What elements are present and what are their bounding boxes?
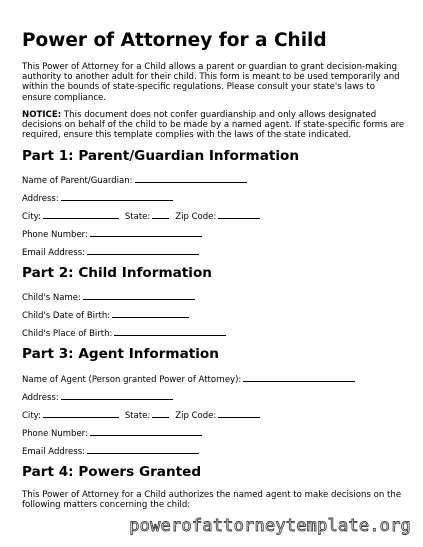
parent-phone-label: Phone Number: [22,230,88,240]
child-dob-field [22,309,189,321]
watermark-text: powerofattorneytemplate.org [129,516,411,536]
parent-city-input[interactable] [43,210,119,219]
parent-zip-input[interactable] [218,210,260,219]
agent-address-field [22,391,173,403]
child-dob-input[interactable] [112,309,189,318]
part2-heading: Part 2: Child Information [22,265,212,281]
parent-state-input[interactable] [152,210,169,219]
parent-state-label: State: [124,212,151,222]
parent-phone-input[interactable] [90,228,202,237]
parent-zip-label: Zip Code: [175,212,217,222]
parent-address-field [22,192,173,204]
agent-state-input[interactable] [152,409,169,418]
agent-email-label: Email Address: [22,447,85,457]
notice-paragraph [22,110,406,141]
parent-phone-field [22,228,202,240]
agent-name-label: Name of Agent (Person granted Power of Attorney): [22,375,242,385]
parent-email-label: Email Address: [22,248,85,258]
child-name-field [22,291,195,303]
parent-name-label: Name of Parent/Guardian: [22,176,133,186]
child-pob-label: Child's Place of Birth: [22,329,113,339]
agent-address-input[interactable] [61,391,173,400]
intro-paragraph: This Power of Attorney for a Child allows a parent or guardian to grant decision-making authority to another adult for their child. This form is meant to be used temporarily and within the bounds of state-specific regulations. Please consult your state's laws to ensure compliance. [22,62,400,103]
agent-state-label: State: [124,411,151,421]
part4-paragraph: This Power of Attorney for a Child authorizes the named agent to make decisions on the following matters concerning the child: [22,490,402,511]
watermark-banner [0,512,423,547]
parent-email-field [22,246,199,258]
parent-name-input[interactable] [135,174,247,183]
parent-address-input[interactable] [61,192,173,201]
parent-city-state-zip-field [22,210,260,222]
part3-heading: Part 3: Agent Information [22,346,219,362]
agent-email-field [22,445,199,457]
parent-email-input[interactable] [87,246,199,255]
notice-text: This document does not confer guardianship and only allows designated decisions on behalf of the child to be made by a named agent. If state-specific forms are required, ensure this template complies with the laws of the state indicated. [22,110,405,141]
part1-heading: Part 1: Parent/Guardian Information [22,148,300,164]
agent-city-label: City: [22,411,41,421]
agent-city-state-zip-field [22,409,260,421]
notice-label: NOTICE: [22,110,62,120]
child-dob-label: Child's Date of Birth: [22,311,111,321]
parent-city-label: City: [22,212,41,222]
parent-address-label: Address: [22,194,59,204]
agent-phone-label: Phone Number: [22,429,88,439]
child-pob-input[interactable] [114,327,226,336]
agent-zip-input[interactable] [218,409,260,418]
agent-name-input[interactable] [243,373,355,382]
agent-city-input[interactable] [43,409,119,418]
agent-email-input[interactable] [87,445,199,454]
part4-heading: Part 4: Powers Granted [22,464,202,480]
parent-name-field [22,174,247,186]
document-title: Power of Attorney for a Child [22,30,327,51]
agent-address-label: Address: [22,393,59,403]
agent-phone-field [22,427,202,439]
child-name-input[interactable] [83,291,195,300]
agent-name-field [22,373,355,385]
child-name-label: Child's Name: [22,293,81,303]
agent-zip-label: Zip Code: [175,411,217,421]
agent-phone-input[interactable] [90,427,202,436]
child-pob-field [22,327,226,339]
